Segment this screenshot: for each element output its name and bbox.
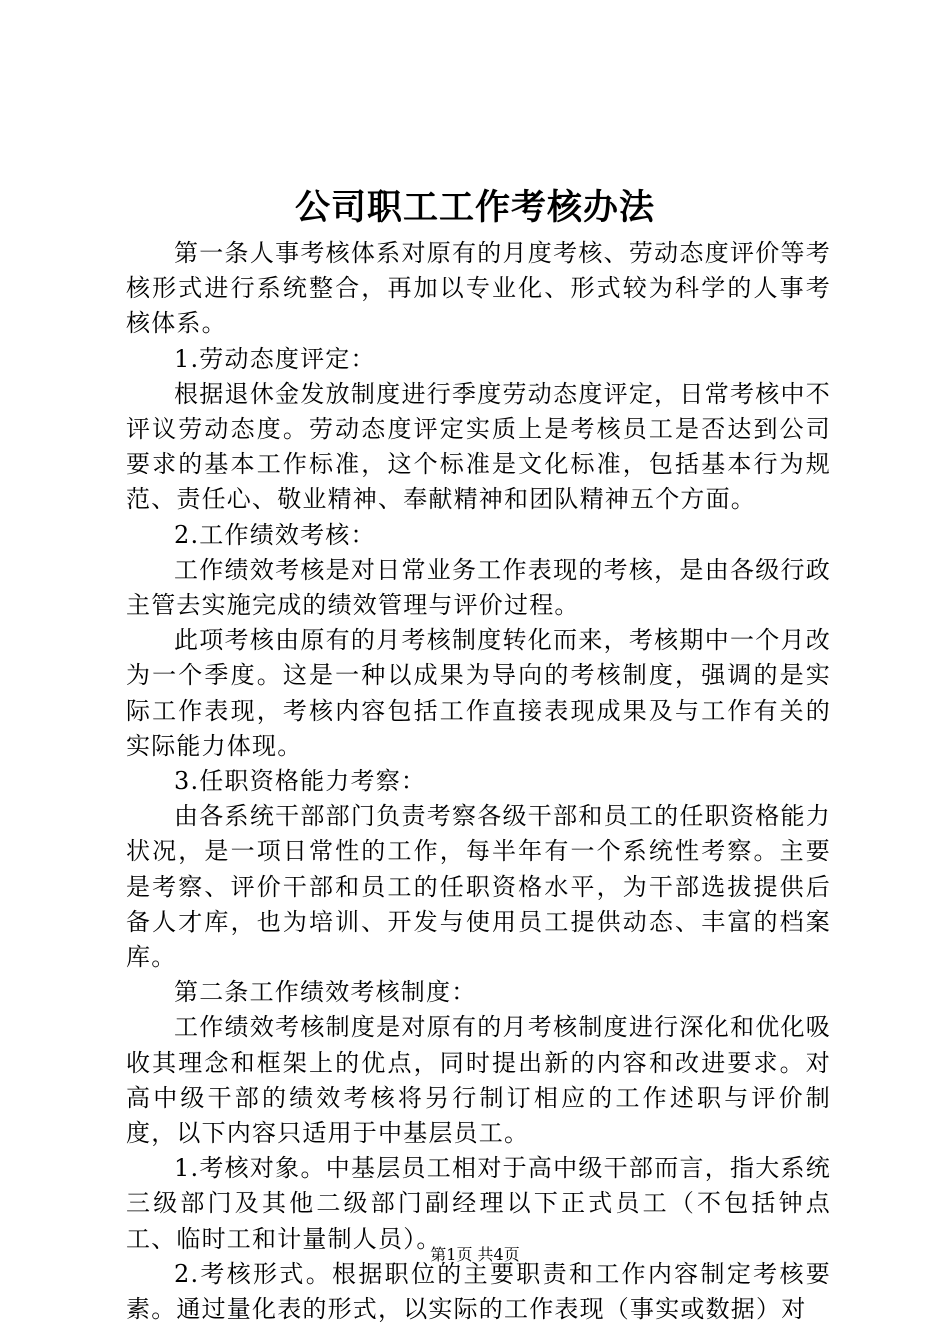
document-title: 公司职工工作考核办法 [294, 187, 655, 228]
paragraph-qualification: 由各系统干部部门负责考察各级干部和员工的任职资格能力状况，是一项日常性的工作，每半年有一个系统性考察。主要是考察、评价干部和员工的任职资格水平，为干部选拔提供后备人才库，也为培训、开发与使用员工提供动态、丰富的档案库。 [126, 802, 831, 972]
paragraph-assessment-form: 2.考核形式。根据职位的主要职责和工作内容制定考核要素。通过量化表的形式，以实际的工作表现（事实或数据）对 [126, 1259, 831, 1324]
page-footer: 第1页 共4页 [430, 1245, 520, 1264]
paragraph-performance-system: 工作绩效考核制度是对原有的月考核制度进行深化和优化吸收其理念和框架上的优点，同时提出新的内容和改进要求。对高中级干部的绩效考核将另行制订相应的工作述职与评价制度，以下内容只适用于中基层员工。 [126, 1013, 831, 1148]
paragraph-article-2: 第二条工作绩效考核制度： [174, 978, 477, 1007]
document-body [126, 236, 831, 1327]
paragraph-article-1: 第一条人事考核体系对原有的月度考核、劳动态度评价等考核形式进行系统整合，再加以专业化、形式较为科学的人事考核体系。 [126, 239, 831, 338]
paragraph-heading-labor-attitude: 1.劳动态度评定： [174, 344, 376, 373]
paragraph-heading-performance: 2.工作绩效考核： [174, 520, 376, 549]
paragraph-assessment-target: 1.考核对象。中基层员工相对于高中级干部而言，指大系统三级部门及其他二级部门副经理以下正式员工（不包括钟点工、临时工和计量制人员）。 [126, 1154, 831, 1253]
paragraph-performance-detail: 此项考核由原有的月考核制度转化而来，考核期中一个月改为一个季度。这是一种以成果为导向的考核制度，强调的是实际工作表现，考核内容包括工作直接表现成果及与工作有关的实际能力体现。 [126, 626, 831, 760]
paragraph-labor-attitude: 根据退休金发放制度进行季度劳动态度评定，日常考核中不评议劳动态度。劳动态度评定实质上是考核员工是否达到公司要求的基本工作标准，这个标准是文化标准，包括基本行为规范、责任心、敬业精神、奉献精神和团队精神五个方面。 [126, 379, 831, 514]
paragraph-heading-qualification: 3.任职资格能力考察： [174, 767, 427, 796]
paragraph-performance: 工作绩效考核是对日常业务工作表现的考核，是由各级行政主管去实施完成的绩效管理与评价过程。 [126, 555, 831, 620]
